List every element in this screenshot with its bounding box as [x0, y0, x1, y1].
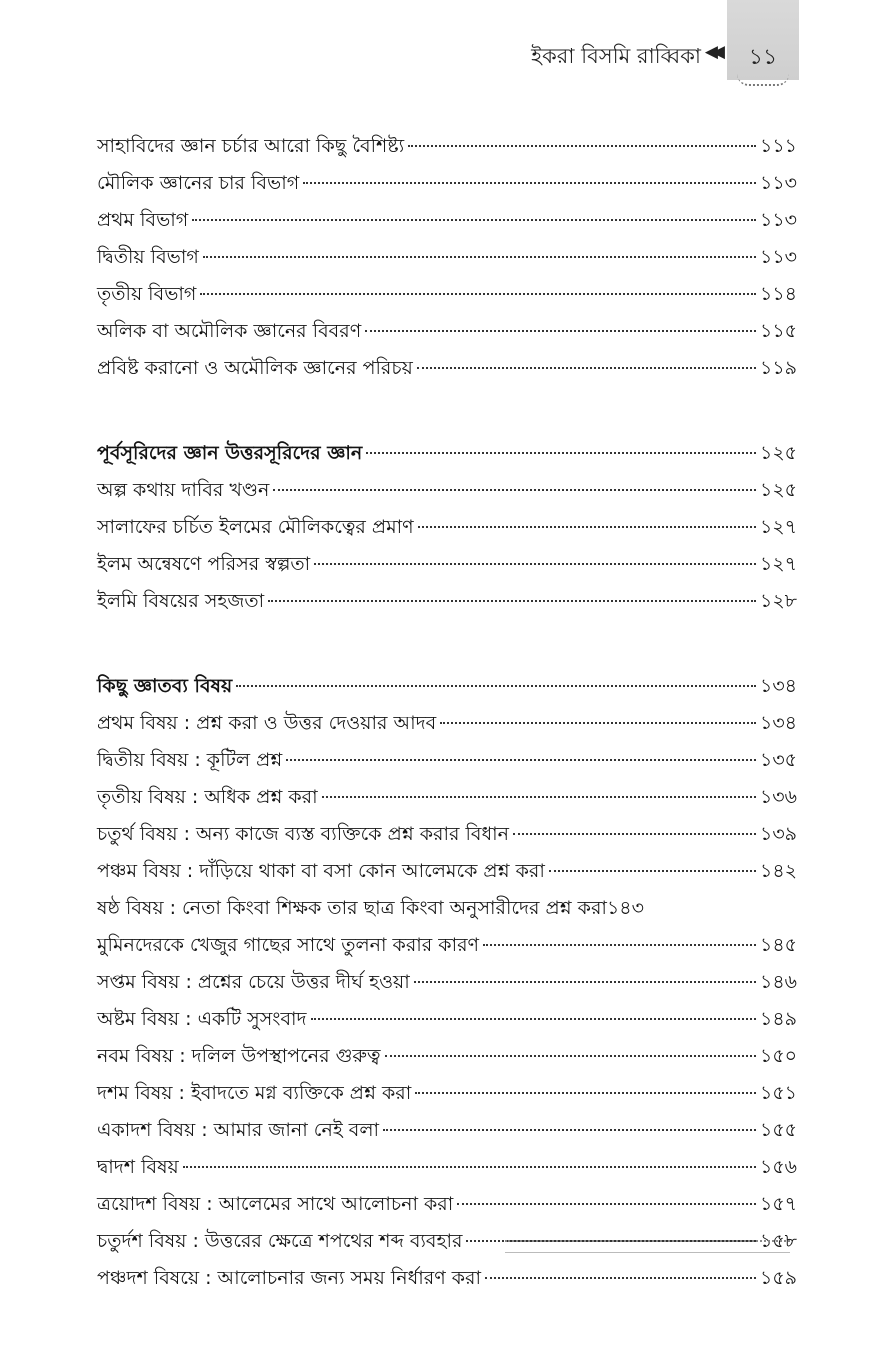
toc-entry-title: প্রথম বিষয় : প্রশ্ন করা ও উত্তর দেওয়ার আদব	[97, 712, 437, 734]
double-arrow-icon: ◀◀	[704, 42, 719, 62]
toc-entry-title: তৃতীয় বিভাগ	[97, 283, 197, 305]
toc-entry-page: ১৪৯	[760, 1008, 797, 1030]
dot-leader	[513, 833, 756, 835]
dot-leader	[485, 1277, 756, 1279]
toc-entry-title: সালাফের চর্চিত ইলমের মৌলিকত্বের প্রমাণ	[97, 516, 414, 538]
toc-entry-title: অল্প কথায় দাবির খণ্ডন	[97, 479, 270, 501]
toc-entry-title: প্রবিষ্ট করানো ও অমৌলিক জ্ঞানের পরিচয়	[97, 357, 413, 379]
dot-leader	[286, 759, 756, 761]
toc-entry-page: ১২৮	[759, 590, 797, 612]
dot-leader	[414, 981, 756, 983]
toc-entry-page: ১৫৮	[760, 1230, 797, 1252]
dot-leader	[314, 563, 756, 565]
page-number-tab	[727, 0, 799, 80]
toc-entry-title: প্রথম বিভাগ	[97, 209, 189, 231]
toc-entry-title: নবম বিষয় : দলিল উপস্থাপনের গুরুত্ব	[97, 1045, 381, 1067]
dot-leader	[383, 1129, 756, 1131]
dot-leader	[200, 293, 756, 295]
toc-entry-page: ১২৫	[759, 442, 797, 464]
toc-entry	[97, 509, 797, 546]
toc-entry-title: মৌলিক জ্ঞানের চার বিভাগ	[97, 172, 300, 194]
toc-entry-page: ১৩৬	[759, 786, 797, 808]
toc-entry-page: ১২৭	[759, 553, 797, 575]
toc-entry-title: দ্বিতীয় বিষয় : কূটিল প্রশ্ন	[97, 749, 283, 771]
toc-entry-page: ১৩৪	[759, 675, 797, 697]
page-number: ১১	[748, 45, 778, 70]
toc-entry	[97, 165, 797, 202]
toc-entry-title: অলিক বা অমৌলিক জ্ঞানের বিবরণ	[97, 320, 362, 342]
footer-ornament	[505, 1240, 790, 1253]
dot-leader	[303, 182, 756, 184]
toc-entry-page: ১৩৪	[759, 712, 797, 734]
toc-section	[97, 668, 797, 1297]
toc-entry	[97, 276, 797, 313]
toc-entry	[97, 350, 797, 387]
toc-entry-title: চতুর্থ বিষয় : অন্য কাজে ব্যস্ত ব্যক্তিকে প্রশ্ন করার বিধান	[97, 823, 509, 845]
toc-entry-title: পঞ্চম বিষয় : দাঁড়িয়ে থাকা বা বসা কোন আলেমকে প্রশ্ন করা	[97, 860, 545, 882]
toc-entry-title: কিছু জ্ঞাতব্য বিষয়	[97, 675, 233, 697]
toc-entry-page: ১১৪	[760, 283, 797, 305]
toc-entry-title: মুমিনদেরকে খেজুর গাছের সাথে তুলনা করার কারণ	[97, 934, 480, 956]
toc-entry	[97, 1149, 797, 1186]
dot-leader	[183, 1166, 756, 1168]
toc-entry-title: পঞ্চদশ বিষয়ে : আলোচনার জন্য সময় নির্ধারণ করা	[97, 1267, 482, 1289]
running-title: ইকরা বিসমি রাব্বিকা	[531, 44, 701, 68]
toc-entry-title: দ্বাদশ বিষয়	[97, 1156, 179, 1178]
toc-entry-page: ১৪৬	[759, 971, 797, 993]
toc-entry	[97, 583, 797, 620]
toc-entry	[97, 1186, 797, 1223]
toc-entry	[97, 472, 797, 509]
dot-leader	[385, 1055, 756, 1057]
toc-entry-page: ১১৩	[759, 209, 797, 231]
toc-entry-title: সপ্তম বিষয় : প্রশ্নের চেয়ে উত্তর দীর্ঘ হওয়া	[97, 971, 410, 993]
dot-leader	[268, 600, 756, 602]
dot-leader	[549, 870, 756, 872]
toc-entry-title: সাহাবিদের জ্ঞান চর্চার আরো কিছু বৈশিষ্ট্য	[97, 135, 405, 157]
toc-entry	[97, 742, 797, 779]
dot-leader	[273, 489, 756, 491]
toc-section-heading	[97, 668, 797, 705]
toc-entry-title: ত্রয়োদশ বিষয় : আলেমের সাথে আলোচনা করা	[97, 1193, 454, 1215]
toc-entry-page: ১২৫	[759, 479, 797, 501]
toc-entry	[97, 853, 797, 890]
toc-entry-page: ১১৩	[759, 246, 797, 268]
toc-entry	[97, 1038, 797, 1075]
toc-entry	[97, 890, 797, 927]
dot-leader	[457, 1203, 756, 1205]
toc-entry-title: দশম বিষয় : ইবাদতে মগ্ন ব্যক্তিকে প্রশ্ন করা	[97, 1082, 412, 1104]
toc-entry	[97, 705, 797, 742]
toc-entry-page: ১৫৯	[760, 1267, 797, 1289]
toc-entry	[97, 816, 797, 853]
toc-entry-page: ১৩৯	[759, 823, 797, 845]
toc-entry	[97, 927, 797, 964]
toc-entry	[97, 1075, 797, 1112]
dot-leader	[417, 367, 756, 369]
toc-entry	[97, 128, 797, 165]
toc-entry-page: ১৫৭	[759, 1193, 797, 1215]
dot-leader	[418, 526, 756, 528]
toc-entry	[97, 546, 797, 583]
toc-entry-title: চতুর্দশ বিষয় : উত্তরের ক্ষেত্রে শপথের শব্দ ব্যবহার	[97, 1230, 463, 1252]
dot-leader	[203, 256, 756, 258]
toc-entry-page: ১১১	[760, 135, 797, 157]
toc-entry	[97, 202, 797, 239]
toc-entry-title: ইলম অন্বেষণে পরিসর স্বল্পতা	[97, 553, 311, 575]
dot-leader	[483, 944, 756, 946]
toc-entry-page: ১৪২	[759, 860, 797, 882]
toc-entry	[97, 1001, 797, 1038]
toc-entry-title: ইলমি বিষয়ের সহজতা	[97, 590, 265, 612]
dot-leader	[192, 219, 756, 221]
toc-entry-page: ১৫৫	[760, 1119, 797, 1141]
table-of-contents	[97, 128, 797, 1345]
toc-entry	[97, 1112, 797, 1149]
dot-leader	[440, 722, 756, 724]
toc-entry	[97, 239, 797, 276]
toc-entry-page: ১৩৫	[759, 749, 797, 771]
toc-entry	[97, 1260, 797, 1297]
page-header	[0, 0, 869, 90]
toc-entry	[97, 779, 797, 816]
toc-entry-title: তৃতীয় বিষয় : অধিক প্রশ্ন করা	[97, 786, 318, 808]
toc-entry-page: ১১৫	[760, 320, 797, 342]
dot-leader	[366, 452, 756, 454]
toc-entry-page: ১৫৬	[759, 1156, 797, 1178]
toc-section-heading	[97, 435, 797, 472]
toc-entry-page: ১৫১	[760, 1082, 797, 1104]
dot-leader	[311, 1018, 756, 1020]
toc-entry-title: ষষ্ঠ বিষয় : নেতা কিংবা শিক্ষক তার ছাত্র কিংবা অনুসারীদের প্রশ্ন করা	[97, 897, 607, 919]
toc-entry-page: ১৫০	[759, 1045, 797, 1067]
dot-leader	[236, 685, 756, 687]
toc-section	[97, 435, 797, 620]
toc-entry-title: পূর্বসূরিদের জ্ঞান উত্তরসূরিদের জ্ঞান	[97, 442, 363, 464]
toc-entry-title: দ্বিতীয় বিভাগ	[97, 246, 199, 268]
dot-leader	[415, 1092, 756, 1094]
dot-leader	[408, 145, 756, 147]
toc-entry-title: অষ্টম বিষয় : একটি সুসংবাদ	[97, 1008, 307, 1030]
dot-leader	[322, 796, 756, 798]
toc-entry-page: ১১৩	[759, 172, 797, 194]
toc-entry	[97, 313, 797, 350]
dot-leader	[365, 330, 756, 332]
toc-entry-page: ১১৯	[760, 357, 797, 379]
toc-entry-page: ১২৭	[759, 516, 797, 538]
toc-entry	[97, 964, 797, 1001]
toc-entry-title: একাদশ বিষয় : আমার জানা নেই বলা	[97, 1119, 380, 1141]
toc-section	[97, 128, 797, 387]
toc-entry-page: ১৪৫	[760, 934, 797, 956]
toc-entry-page: ১৪৩	[606, 897, 644, 919]
